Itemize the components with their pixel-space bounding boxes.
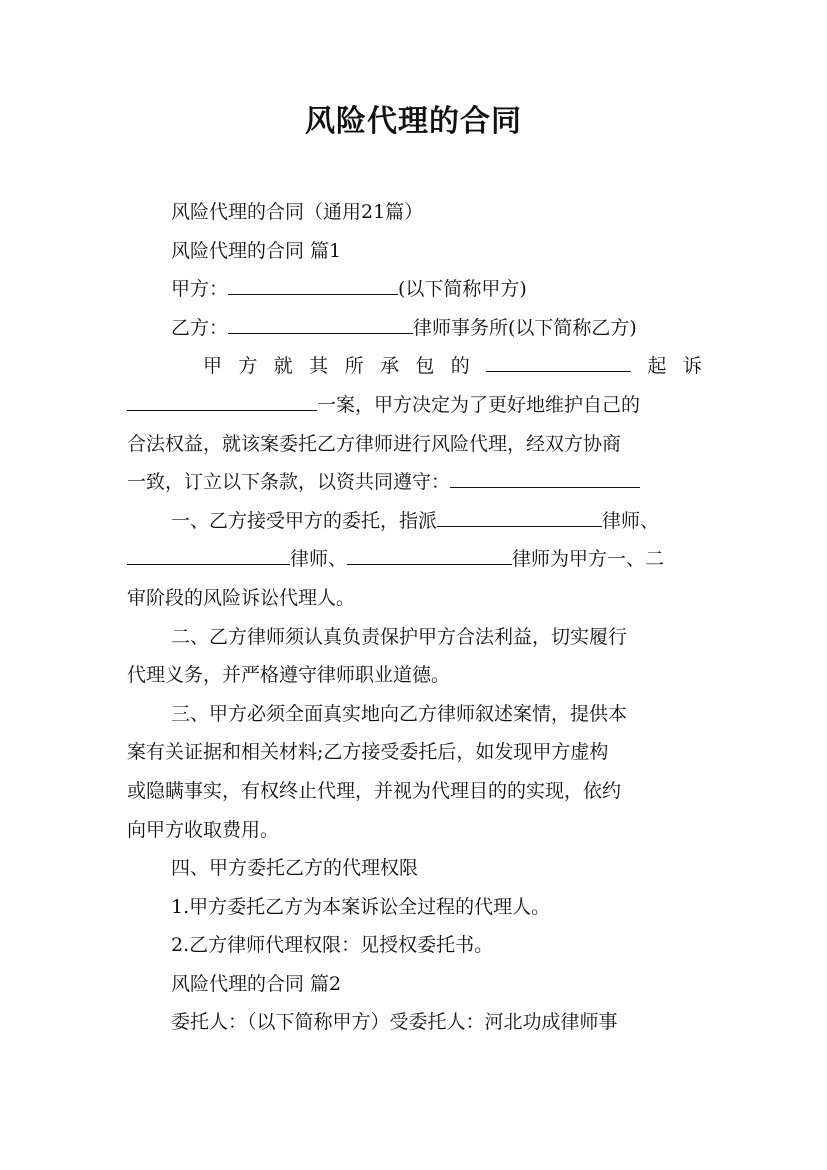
party-a-blank: [228, 270, 398, 295]
intro-line-1: [127, 347, 702, 386]
intro-char: 起: [647, 355, 667, 378]
article-2-line-1: 委托人：（以下简称甲方）受委托人：河北功成律师事: [171, 1011, 618, 1034]
intro-line-4-text: 一致，订立以下条款，以资共同遵守：: [127, 471, 451, 494]
intro-char: 所: [344, 355, 364, 378]
lawyer-3-blank: [347, 540, 512, 565]
terms-blank: [450, 463, 640, 488]
clause-3-line-2: 案有关证据和相关材料;乙方接受委托后，如发现甲方虚构: [127, 741, 609, 764]
intro-line-3: 合法权益，就该案委托乙方律师进行风险代理，经双方协商: [127, 432, 622, 455]
clause-2-line-1: 二、乙方律师须认真负责保护甲方合法利益，切实履行: [171, 625, 628, 648]
article-1-heading: 风险代理的合同 篇1: [171, 239, 342, 262]
clause-1-line-3: 审阶段的风险诉讼代理人。: [127, 586, 356, 609]
intro-char: 方: [238, 355, 258, 378]
clause-2-line-2: 代理义务，并严格遵守律师职业道德。: [127, 664, 451, 687]
party-a-label: 甲方：: [171, 278, 229, 301]
party-b-line: [127, 309, 702, 348]
party-b-blank: [228, 309, 413, 334]
intro-char: 其: [309, 355, 329, 378]
intro-line-2-text: 一案，甲方决定为了更好地维护自己的: [317, 393, 641, 416]
intro-char: 诉: [682, 355, 702, 378]
lawyer-1-blank: [437, 502, 602, 527]
clause-1-line-2-mid: 律师、: [290, 548, 348, 571]
intro-char: 的: [450, 355, 470, 378]
clause-3-line-3: 或隐瞒事实，有权终止代理，并视为代理目的的实现，依约: [127, 779, 622, 802]
document-title: 风险代理的合同: [305, 104, 522, 139]
party-b-label: 乙方：: [171, 316, 229, 339]
party-a-line: [127, 270, 702, 309]
article-2-heading: 风险代理的合同 篇2: [171, 972, 342, 995]
clause-3-line-1: 三、甲方必须全面真实地向乙方律师叙述案情，提供本: [171, 702, 628, 725]
intro-char: 包: [415, 355, 435, 378]
intro-line-4: [127, 463, 702, 502]
clause-1-line-1: [127, 502, 702, 541]
lawyer-2-blank: [127, 540, 290, 565]
collection-heading: 风险代理的合同（通用21篇）: [171, 201, 424, 223]
case-name-blank: [127, 386, 317, 411]
document-body: [127, 193, 702, 1042]
intro-char: 承: [379, 355, 399, 378]
party-a-suffix: (以下简称甲方): [398, 278, 527, 301]
clause-1-lawyer: 律师、: [602, 509, 660, 532]
clause-4-item-1: 1.甲方委托乙方为本案诉讼全过程的代理人。: [171, 895, 551, 918]
intro-char: 甲: [203, 355, 223, 378]
contract-project-blank: [486, 347, 631, 372]
clause-1-line-2: [127, 540, 702, 579]
clause-1-start: 一、乙方接受甲方的委托，指派: [171, 509, 438, 532]
intro-line-2: [127, 386, 702, 425]
party-b-suffix: 律师事务所(以下简称乙方): [413, 316, 637, 339]
intro-char: 就: [273, 355, 293, 378]
clause-3-line-4: 向甲方收取费用。: [127, 818, 280, 841]
clause-4-heading: 四、甲方委托乙方的代理权限: [171, 857, 419, 880]
clause-1-line-2-end: 律师为甲方一、二: [512, 548, 665, 571]
clause-4-item-2: 2.乙方律师代理权限：见授权委托书。: [171, 934, 494, 957]
